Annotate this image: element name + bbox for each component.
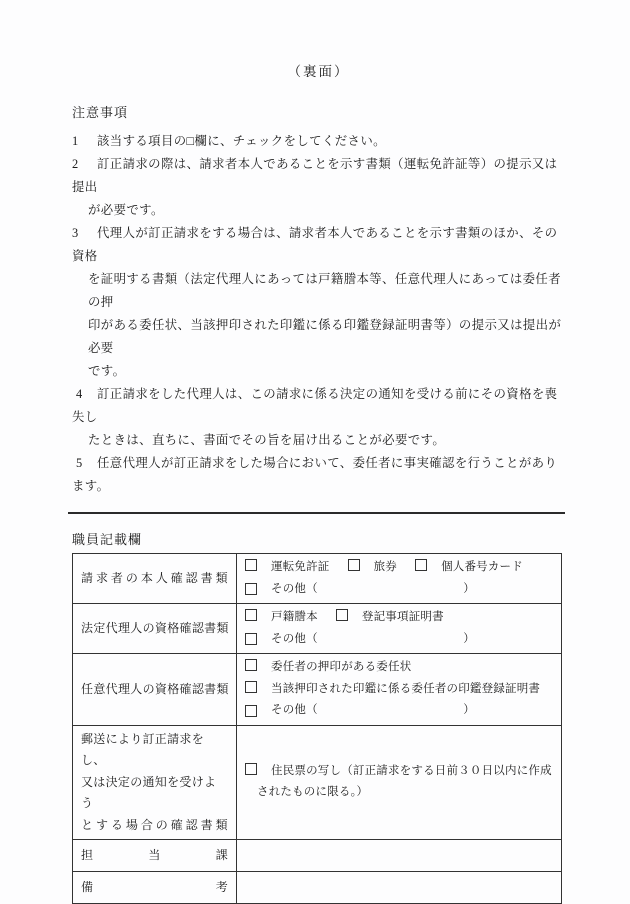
checkbox-icon[interactable] <box>245 763 257 775</box>
option-line-other <box>245 629 553 651</box>
table-row-legal-rep-docs <box>73 604 562 654</box>
note-item-4 <box>72 383 565 452</box>
checkbox-icon[interactable] <box>245 633 257 645</box>
note-line: が必要です。 <box>88 203 164 217</box>
checkbox-icon[interactable] <box>245 559 257 571</box>
checkbox-option <box>336 611 444 623</box>
row-label-line: と す る 場 合 の 確 認 書 類 <box>81 817 228 832</box>
note-text: 代理人が訂正請求をする場合は、請求者本人であることを示す書類のほか、その資格 <box>72 226 558 263</box>
option-line <box>245 607 553 629</box>
row-label: 担 当 課 <box>81 847 228 862</box>
department-entry-cell[interactable] <box>237 840 562 872</box>
option-line-other <box>245 700 553 722</box>
note-item-3 <box>72 222 565 383</box>
row-label: 法 定 代 理 人 の 資 格 確 認 書 類 <box>81 620 229 635</box>
note-line <box>72 383 565 429</box>
checkbox-option-label: 個人番号カード <box>441 561 523 573</box>
row-label: 備 考 <box>81 879 228 894</box>
note-text: 訂正請求の際は、請求者本人であることを示す書類（運転免許証等）の提示又は提出 <box>72 157 558 194</box>
checkbox-option <box>245 611 318 623</box>
checkbox-icon[interactable] <box>336 609 348 621</box>
notes-heading: 注意事項 <box>72 105 129 120</box>
option-line <box>245 679 553 701</box>
checkbox-option-label: 戸籍謄本 <box>271 611 318 623</box>
row-label: 請 求 者 の 本 人 確 認 書 類 <box>81 570 228 585</box>
note-number: 5 <box>76 456 83 470</box>
note-line <box>72 153 565 199</box>
note-number: 3 <box>72 226 79 240</box>
note-line <box>72 222 565 268</box>
note-line: です。 <box>88 364 126 378</box>
checkbox-icon[interactable] <box>245 705 257 717</box>
note-number: 4 <box>76 387 83 401</box>
checkbox-icon[interactable] <box>415 559 427 571</box>
note-number: 1 <box>72 134 79 148</box>
close-paren: ） <box>463 632 475 645</box>
checkbox-option <box>415 561 523 573</box>
option-line <box>245 557 553 579</box>
note-line <box>72 452 565 498</box>
note-text: 訂正請求をした代理人は、この請求に係る決定の通知を受ける前にその資格を喪失し <box>72 387 558 424</box>
checkbox-icon[interactable] <box>245 609 257 621</box>
checkbox-option <box>348 561 397 573</box>
checkbox-option-label: 委任者の押印がある委任状 <box>271 661 412 673</box>
checkbox-option-label: 住民票の写し（訂正請求をする日前３０日以内に作成 <box>271 764 552 777</box>
note-line <box>72 130 565 153</box>
close-paren: ） <box>463 704 475 716</box>
table-row-mail-request-docs <box>73 725 562 840</box>
table-row-department <box>73 840 562 872</box>
checkbox-option-label: 運転免許証 <box>271 561 330 573</box>
checkbox-option-label: その他（ <box>271 582 318 595</box>
option-line <box>245 761 553 783</box>
note-line: 印がある委任状、当該押印された印鑑に係る印鑑登録証明書等）の提示又は提出が必要 <box>88 318 562 355</box>
option-line <box>245 657 553 679</box>
table-row-remarks <box>73 872 562 904</box>
note-text: 該当する項目の□欄に、チェックをしてください。 <box>97 134 386 148</box>
staff-section-heading: 職員記載欄 <box>72 532 143 547</box>
table-row-requester-id-docs <box>73 554 562 604</box>
checkbox-option-label: 旅券 <box>373 561 397 573</box>
row-label: 任 意 代 理 人 の 資 格 確 認 書 類 <box>81 681 229 696</box>
checkbox-option <box>245 683 540 695</box>
checkbox-option <box>245 561 330 573</box>
staff-table <box>72 553 562 904</box>
note-line: を証明する書類（法定代理人にあっては戸籍謄本等、任意代理人にあっては委任者の押 <box>88 272 562 309</box>
section-divider <box>68 512 565 514</box>
option-line-other <box>245 579 553 601</box>
checkbox-option-label: その他（ <box>271 632 318 645</box>
document-page <box>72 0 565 904</box>
checkbox-icon[interactable] <box>348 559 360 571</box>
note-text: 任意代理人が訂正請求をした場合において、委任者に事実確認を行うことがあります。 <box>72 456 558 493</box>
note-item-5 <box>72 452 565 498</box>
checkbox-option-label: 当該押印された印鑑に係る委任者の印鑑登録証明書 <box>271 682 541 695</box>
close-paren: ） <box>463 582 475 595</box>
checkbox-icon[interactable] <box>245 681 257 693</box>
remarks-entry-cell[interactable] <box>237 872 562 904</box>
checkbox-option-label-continuation: されたものに限る。） <box>257 786 369 799</box>
row-label-line: 又は決定の通知を受けよう <box>81 774 217 810</box>
checkbox-icon[interactable] <box>245 659 257 671</box>
table-row-voluntary-rep-docs <box>73 654 562 726</box>
note-item-2 <box>72 153 565 222</box>
note-item-1 <box>72 130 565 153</box>
page-side-label: （裏面） <box>287 64 350 79</box>
checkbox-option-label: 登記事項証明書 <box>361 611 444 623</box>
note-line: たときは、直ちに、書面でその旨を届け出ることが必要です。 <box>88 433 446 447</box>
row-label-line: 郵送により訂正請求をし、 <box>81 731 205 767</box>
checkbox-option-label: その他（ <box>271 704 318 716</box>
note-number: 2 <box>72 157 79 171</box>
notes-list <box>72 130 565 498</box>
checkbox-icon[interactable] <box>245 583 257 595</box>
checkbox-option <box>245 661 411 673</box>
